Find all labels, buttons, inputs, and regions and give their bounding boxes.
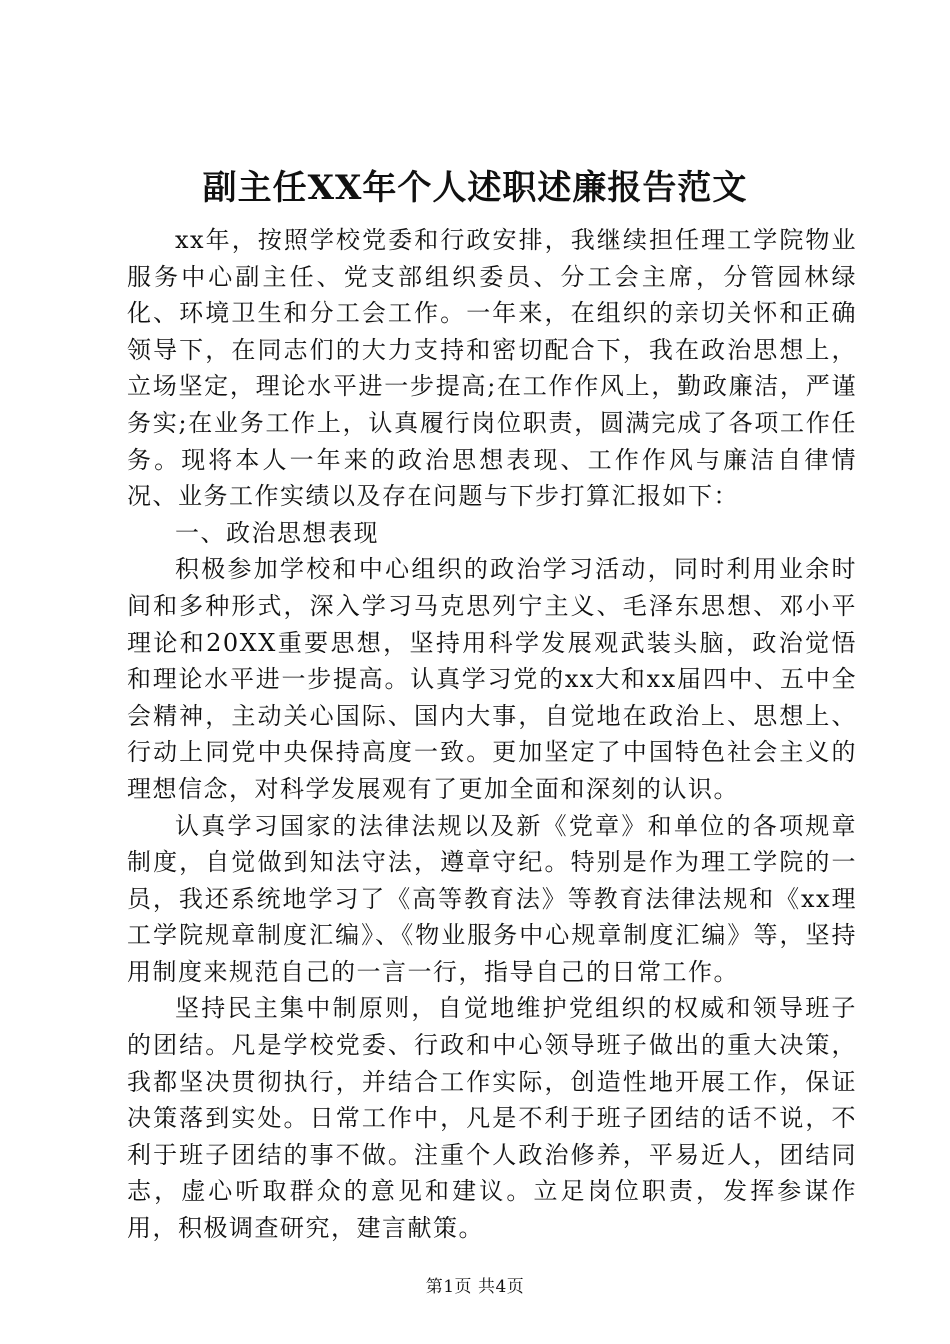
section-heading-political: 一、政治思想表现 — [175, 518, 379, 547]
paragraph-law-study: 认真学习国家的法律法规以及新《党章》和单位的各项规章制度，自觉做到知法守法，遵章守纪。特别是作为理工学院的一员，我还系统地学习了《高等教育法》等教育法律法规和《xx理工学院规章制度汇编》、《物业服务中心规章制度汇编》等，坚持用制度来规范自己的一言一行，指导自己的日常工作。 — [127, 811, 857, 986]
paragraph-intro: xx年，按照学校党委和行政安排，我继续担任理工学院物业服务中心副主任、党支部组织委员、分工会主席，分管园林绿化、环境卫生和分工会工作。一年来，在组织的亲切关怀和正确领导下，在同志们的大力支持和密切配合下，我在政治思想上，立场坚定，理论水平进一步提高;在工作作风上，勤政廉洁，严谨务实;在业务工作上，认真履行岗位职责，圆满完成了各项工作任务。现将本人一年来的政治思想表现、工作作风与廉洁自律情况、业务工作实绩以及存在问题与下步打算汇报如下： — [127, 226, 857, 511]
page-footer: 第1页 共4页 — [425, 1277, 525, 1297]
document-title: 副主任XX年个人述职述廉报告范文 — [202, 168, 748, 208]
document-body — [127, 222, 857, 1247]
paragraph-political-study: 积极参加学校和中心组织的政治学习活动，同时利用业余时间和多种形式，深入学习马克思列宁主义、毛泽东思想、邓小平理论和20XX重要思想，坚持用科学发展观武装头脑，政治觉悟和理论水平进一步提高。认真学习党的xx大和xx届四中、五中全会精神，主动关心国际、国内大事，自觉地在政治上、思想上、行动上同党中央保持高度一致。更加坚定了中国特色社会主义的理想信念，对科学发展观有了更加全面和深刻的认识。 — [127, 555, 857, 803]
paragraph-democratic-centralism: 坚持民主集中制原则，自觉地维护党组织的权威和领导班子的团结。凡是学校党委、行政和中心领导班子做出的重大决策，我都坚决贯彻执行，并结合工作实际，创造性地开展工作，保证决策落到实处。日常工作中，凡是不利于班子团结的话不说，不利于班子团结的事不做。注重个人政治修养，平易近人，团结同志，虚心听取群众的意见和建议。立足岗位职责，发挥参谋作用，积极调查研究，建言献策。 — [127, 994, 857, 1243]
